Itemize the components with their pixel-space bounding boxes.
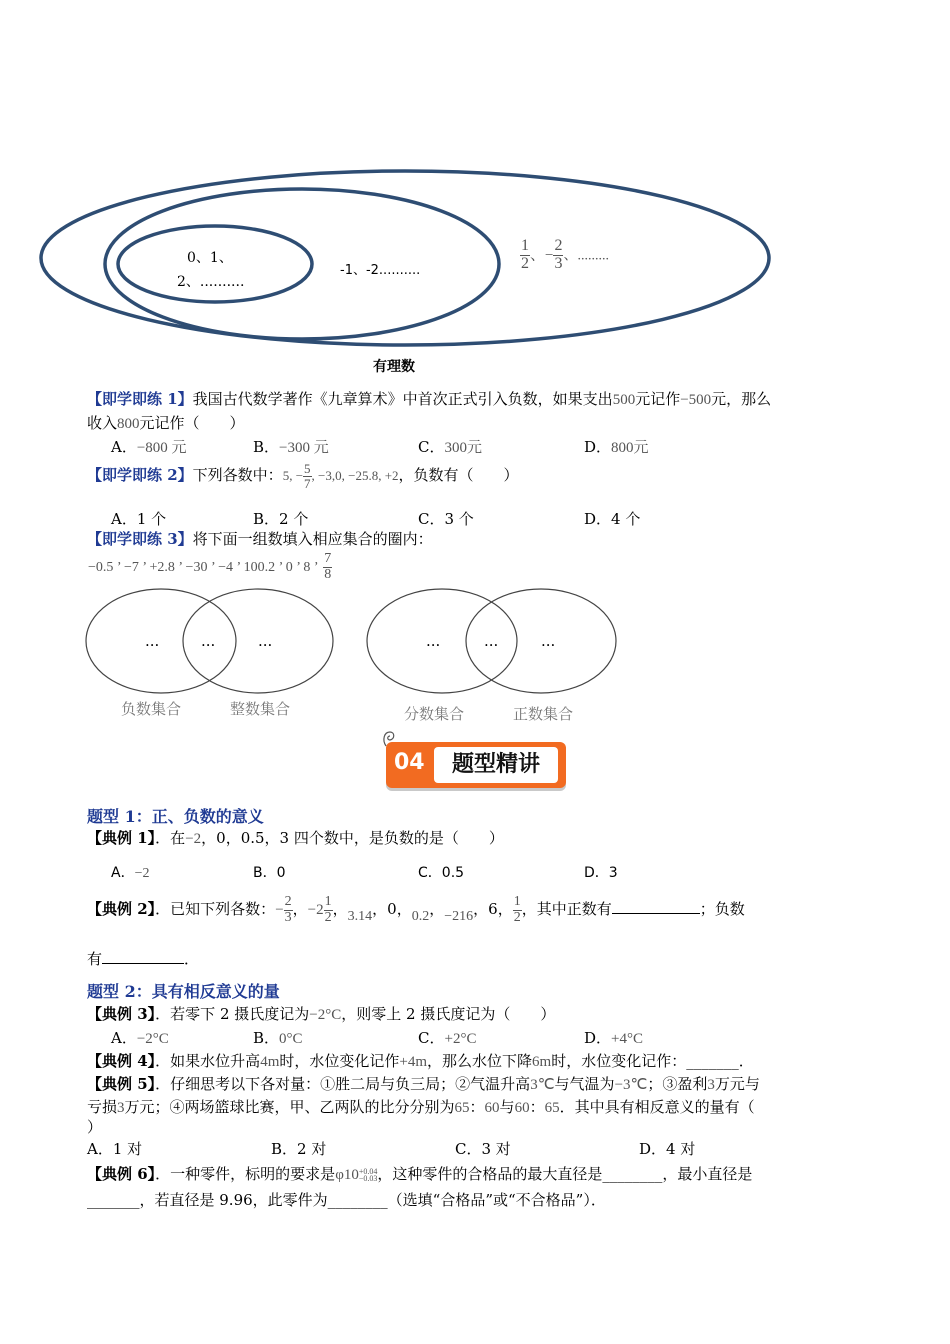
venn-dots-5: ... [484,632,499,650]
negative-numbers-blank[interactable] [102,963,184,964]
example-1-option-b[interactable]: B．0 [253,865,286,881]
middle-ellipse [105,189,499,339]
practice-1-option-c[interactable]: C．300元 [418,438,482,456]
example-5-option-c[interactable]: C．3 对 [455,1140,511,1158]
fraction-one-half: $\frac{1}{2}$ [521,237,529,272]
venn-dots-4: ... [426,632,441,650]
example-5-question: 【典例 5】．仔细思考以下各对量：①胜二局与负三局；②气温升高3℃与气温为−3℃；③盈利3万元与 [87,1075,760,1093]
section-title: 题型精讲 [434,747,558,783]
example-3-option-b[interactable]: B．0°C [253,1029,303,1047]
example-2-question: 【典例 2】．已知下列各数：− $\frac{2}{3}$ ，−2 $\frac{1}{2}$ ，3.14，0，0.2，−216，6， $\frac{1}{2}$ ，其中正数有 ；负数 [87,894,745,925]
type-1-heading: 题型 1：正、负数的意义 [87,807,264,826]
type-2-heading: 题型 2：具有相反意义的量 [87,982,280,1001]
rational-number-diagram [0,160,950,360]
venn-dots-3: ... [258,632,273,650]
example-5-option-b[interactable]: B．2 对 [271,1140,327,1158]
practice-1-option-b[interactable]: B．−300 元 [253,438,329,456]
example-5-option-d[interactable]: D．4 对 [639,1140,696,1158]
example-1-option-a[interactable]: A．−2 [111,865,150,881]
positive-numbers-blank[interactable] [612,913,700,914]
example-1-question: 【典例 1】．在−2，0，0.5，3 四个数中，是负数的是（ ） [87,829,504,847]
example-2-question-line2: 有 ． [87,950,200,968]
practice-2-option-c[interactable]: C．3 个 [418,510,474,528]
practice-1-option-a[interactable]: A．−800 元 [111,438,187,456]
practice-1-option-d[interactable]: D．800元 [584,438,649,456]
fractions-list: $\frac{1}{2}$ 、− $\frac{2}{3}$ 、......... [521,237,609,272]
example-5-option-a[interactable]: A．1 对 [87,1140,143,1158]
label-negative-set: 负数集合 [121,700,182,718]
example-5-question-line3: ） [87,1118,103,1136]
fraction-two-thirds: $\frac{2}{3}$ [554,237,563,272]
example-6-question: 【典例 6】．一种零件，标明的要求是φ10 +0.04 −0.03 ，这种零件的合格品的最大直径是________，最小直径是 [87,1165,753,1183]
venn-dots-6: ... [541,632,556,650]
example-3-option-a[interactable]: A．−2°C [111,1029,169,1047]
example-4-question: 【典例 4】．如果水位升高4m时，水位变化记作+4m，那么水位下降6m时，水位变化记作：_______． [87,1052,754,1070]
diagram-caption: 有理数 [373,359,415,375]
label-integer-set: 整数集合 [230,700,291,718]
example-1-option-c[interactable]: C．0.5 [418,865,465,881]
example-3-option-c[interactable]: C．+2°C [418,1029,477,1047]
practice-2-option-b[interactable]: B．2 个 [253,510,309,528]
venn-diagrams [0,585,950,695]
example-3-option-d[interactable]: D．+4°C [584,1029,643,1047]
practice-1-question: 【即学即练 1】我国古代数学著作《九章算术》中首次正式引入负数，如果支出500元记作−500元，那么 [87,390,772,408]
practice-1-question-line2: 收入800元记作（ ） [87,414,245,432]
venn-dots-1: ... [145,632,160,650]
negative-integers: -1、-2.......... [340,263,421,278]
practice-2-option-a[interactable]: A．1 个 [111,510,167,528]
natural-numbers-line2: 2、.......... [177,274,245,290]
practice-3-question: 【即学即练 3】将下面一组数填入相应集合的圈内： [87,530,433,548]
example-1-option-d[interactable]: D．3 [584,865,618,881]
venn-dots-2: ... [201,632,216,650]
example-3-question: 【典例 3】．若零下 2 摄氏度记为−2°C，则零上 2 摄氏度记为（ ） [87,1005,556,1023]
label-fraction-set: 分数集合 [404,705,465,723]
outer-ellipse [41,171,769,345]
natural-numbers-line1: 0、1、 [187,250,233,266]
example-5-question-line2: 亏损3万元；④两场篮球比赛，甲、乙两队的比分分别为65：60与60：65．其中具有相反意义的量有（ [87,1098,755,1116]
section-badge [386,742,566,788]
example-6-question-line2: _______，若直径是 9.96，此零件为________（选填“合格品”或“不合格品”）． [87,1191,606,1209]
section-number: 04 [394,750,425,775]
practice-3-numbers: −0.5 ’ −7 ’ +2.8 ’ −30 ’ −4 ’ 100.2 ’ 0 ’ 8 ’ $\frac{7}{8}$ [88,551,332,582]
label-positive-set: 正数集合 [513,705,574,723]
practice-2-question: 【即学即练 2】下列各数中：5, − $\frac{5}{7}$ , −3,0, −25.8, +2，负数有（ ） [87,461,519,491]
practice-2-option-d[interactable]: D．4 个 [584,510,641,528]
